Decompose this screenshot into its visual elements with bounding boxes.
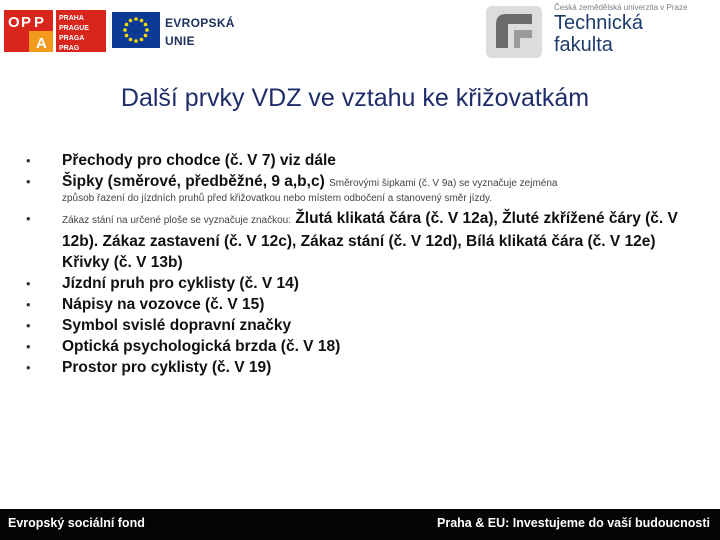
bullet-item-3 — [26, 208, 686, 273]
bullet-dot: • — [26, 153, 31, 168]
faculty-name — [554, 12, 643, 56]
bullet-note: Směrovými šipkami (č. V 9a) se vyznačuje zejména — [329, 178, 558, 189]
bullet-dot: • — [26, 276, 31, 291]
opp-letter-p1: P — [21, 14, 32, 31]
bullet-list — [26, 150, 686, 378]
faculty-name-line1: Technická — [554, 12, 643, 34]
bullet-note-lead: Zákaz stání na určené ploše se vyznačuje značkou: — [62, 215, 292, 226]
eu-flag-icon — [112, 12, 160, 48]
bullet-item-7 — [26, 336, 686, 357]
bullet-dot: • — [26, 174, 31, 189]
bullet-item-8 — [26, 357, 686, 378]
bullet-text: Jízdní pruh pro cyklisty (č. V 14) — [62, 275, 299, 292]
bullet-item-6 — [26, 315, 686, 336]
eu-label — [165, 14, 245, 50]
bullet-text: Šipky (směrové, předběžné, 9 a,b,c) — [62, 173, 325, 190]
footer-right-text: Praha & EU: Investujeme do vaší budoucnosti — [437, 516, 710, 530]
bullet-item-1 — [26, 150, 686, 171]
eu-label-line1: EVROPSKÁ — [165, 16, 235, 30]
bullet-item-5 — [26, 294, 686, 315]
praha-word-4: PRAG — [59, 45, 80, 52]
bullet-text: Žlutá klikatá čára (č. V 12a), Žluté zkřížené čáry (č. V 12b). Zákaz zastavení (č. V 12c), Zákaz stání (č. V 12d), Bílá klikatá čára (č. V 12e) Křivky (č. V 13b) — [62, 210, 678, 271]
footer-left-text: Evropský sociální fond — [8, 516, 145, 530]
bullet-text: Optická psychologická brzda (č. V 18) — [62, 338, 341, 355]
bullet-dot: • — [26, 297, 31, 312]
opp-letter-a: A — [36, 35, 47, 52]
slide-title: Další prvky VDZ ve vztahu ke křižovatkám — [120, 84, 590, 112]
praha-word-1: PRAHA — [59, 15, 84, 22]
bullet-text: Symbol svislé dopravní značky — [62, 317, 292, 334]
bullet-dot: • — [26, 339, 31, 354]
praha-word-2: PRAGUE — [59, 25, 89, 32]
opp-praha-logo — [4, 10, 106, 52]
footer-bar — [0, 509, 720, 540]
bullet-note-continuation: způsob řazení do jízdních pruhů před křižovatkou nebo místem odbočení a stanovený směr jízdy. — [62, 193, 493, 204]
eu-label-line2: UNIE — [165, 34, 195, 48]
bullet-dot: • — [26, 318, 31, 333]
opp-letter-p2: P — [34, 14, 45, 31]
bullet-text: Prostor pro cyklisty (č. V 19) — [62, 359, 272, 376]
bullet-dot: • — [26, 211, 31, 226]
bullet-item-2 — [26, 171, 686, 194]
faculty-name-line2: fakulta — [554, 34, 613, 56]
praha-word-3: PRAGA — [59, 35, 85, 42]
bullet-dot: • — [26, 360, 31, 375]
technicka-fakulta-logo-icon — [484, 4, 544, 60]
bullet-text: Přechody pro chodce (č. V 7) viz dále — [62, 152, 336, 169]
bullet-item-4 — [26, 273, 686, 294]
opp-letter-o: O — [8, 14, 20, 31]
university-name: Česká zemědělská univerzita v Praze — [554, 3, 688, 12]
bullet-text: Nápisy na vozovce (č. V 15) — [62, 296, 265, 313]
